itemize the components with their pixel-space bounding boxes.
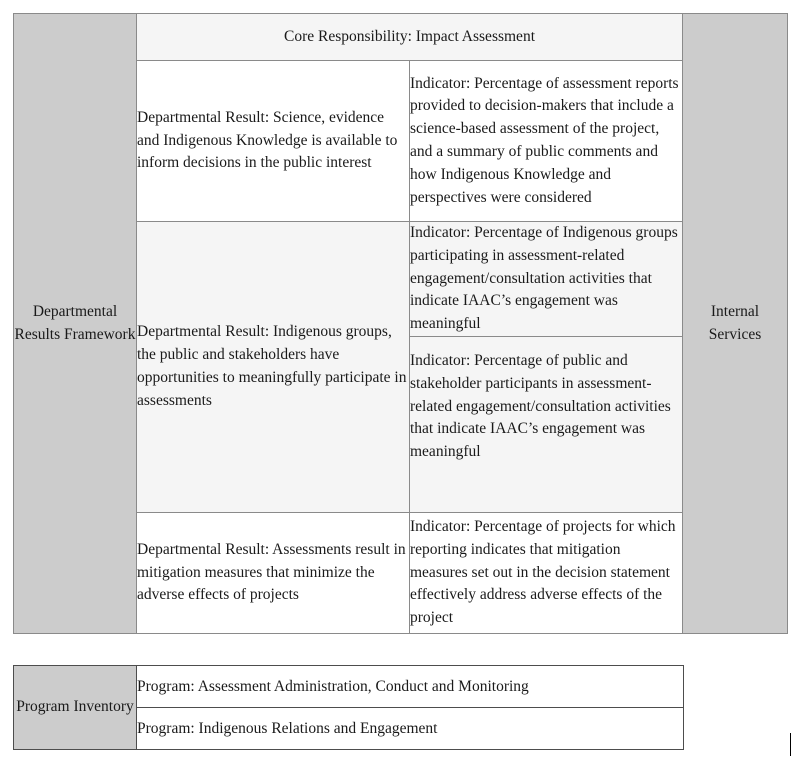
indicator-cell-2-1: Indicator: Percentage of Indigenous groups participating in assessment-related engagement/consultation activities that indicate IAAC’s engagement was meaningful — [410, 222, 682, 336]
table-row — [410, 222, 682, 336]
program-cell-2: Program: Indigenous Relations and Engagement — [137, 708, 684, 750]
program-inventory-table — [13, 665, 684, 750]
indicator-cell-2-2: Indicator: Percentage of public and stakeholder participants in assessment-related engagement/consultation activities that indicate IAAC’s engagement was meaningful — [410, 336, 682, 477]
indicator-cell-3-1: Indicator: Percentage of projects for which reporting indicates that mitigation measures set out in the decision statement effectively address adverse effects of the project — [410, 513, 683, 634]
internal-services-cell: Internal Services — [683, 14, 788, 634]
table-row — [14, 666, 684, 708]
indicator-cell-1-1: Indicator: Percentage of assessment reports provided to decision-makers that include a science-based assessment of the project, and a summary of public comments and how Indigenous Knowledge and perspectives were considered — [410, 61, 683, 222]
indicator-subtable — [410, 222, 682, 477]
core-responsibility-header: Core Responsibility: Impact Assessment — [137, 14, 683, 61]
departmental-results-framework-table — [13, 13, 788, 634]
departmental-result-cell-3: Departmental Result: Assessments result in mitigation measures that minimize the adverse effects of projects — [137, 513, 410, 634]
table-row-header — [14, 14, 788, 61]
program-cell-1: Program: Assessment Administration, Conduct and Monitoring — [137, 666, 684, 708]
indicator-group-2 — [410, 222, 683, 513]
row-label-departmental-results-framework: Departmental Results Framework — [14, 14, 137, 634]
table-row — [410, 336, 682, 477]
text-cursor-artifact — [790, 733, 791, 756]
departmental-result-cell-2: Departmental Result: Indigenous groups, the public and stakeholders have opportunities to meaningfully participate in assessments — [137, 222, 410, 513]
departmental-result-cell-1: Departmental Result: Science, evidence and Indigenous Knowledge is available to inform decisions in the public interest — [137, 61, 410, 222]
row-label-program-inventory: Program Inventory — [14, 666, 137, 750]
